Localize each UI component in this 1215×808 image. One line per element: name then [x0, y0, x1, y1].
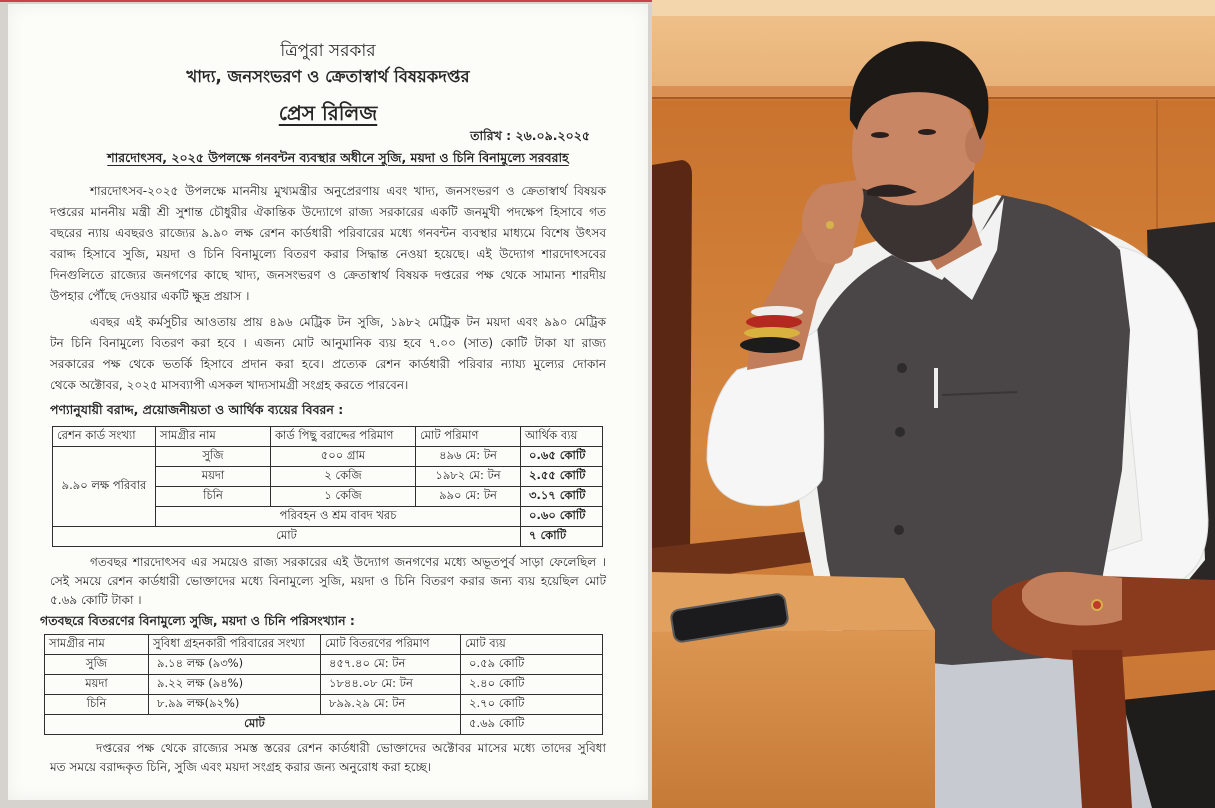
transport-cost-cell: ০.৬০ কোটি — [521, 507, 603, 527]
minister-photo — [652, 0, 1215, 808]
total-cost-cell: ৭ কোটি — [521, 527, 603, 547]
paragraph-line: দিনগুলিতে রাজ্যের জনগণের কাছে খাদ্য, জনসংভরণ ও ক্রেতাস্বার্থ বিষয়ক দপ্তরের পক্ষ থেকে সামান্য শারদীয় — [50, 268, 606, 282]
photo-illustration — [652, 0, 1215, 808]
header-cost: আর্থিক ব্যয় — [521, 427, 603, 447]
department-name: খাদ্য, জনসংভরণ ও ক্রেতাস্বার্থ বিষয়কদপ্তর — [186, 67, 470, 86]
paragraph-line: গতবছর শারদোৎসব এর সময়েও রাজ্য সরকারের এই উদ্যোগ জনগণের মধ্যে অভূতপুর্ব সাড়া ফেলেছিল । — [90, 555, 606, 569]
quantity-cell: ১৮৪৪.০৮ মে: টন — [321, 675, 461, 695]
table-row — [53, 447, 603, 467]
quantity-cell: ৮৯৯.২৯ মে: টন — [321, 695, 461, 715]
transport-label-cell: পরিবহন ও শ্রম বাবদ খরচ — [156, 507, 521, 527]
vest-button — [894, 525, 904, 535]
header-item: সামগ্রীর নাম — [156, 427, 271, 447]
table-row-total — [45, 715, 603, 735]
paragraph-line: দপ্তরের মাননীয় মন্ত্রী শ্রী সুশান্ত চৌধুরীর ঐকান্তিক উদ্যোগে রাজ্য সরকারের একটি জনমুখী পদক্ষেপ হিসাবে গত — [50, 205, 606, 219]
card-count-cell: ৯.৯০ লক্ষ পরিবার — [53, 447, 156, 527]
cost-cell: ২.৪০ কোটি — [461, 675, 603, 695]
total-label-cell: মোট — [53, 527, 521, 547]
cost-cell: ২.৭০ কোটি — [461, 695, 603, 715]
allocation-table — [52, 426, 603, 547]
paragraph-line: থেকে অক্টোবর, ২০২৫ মাসব্যাপী এসকল খাদ্যসামগ্রী সংগ্রহ করতে পারবেন। — [50, 378, 409, 392]
header-cost: মোট ব্যয় — [461, 635, 603, 655]
cost-cell: ২.৫৫ কোটি — [521, 467, 603, 487]
header-quantity: মোট বিতরণের পরিমাণ — [321, 635, 461, 655]
paragraph-line: ৫.৬৯ কোটি টাকা । — [50, 593, 142, 607]
paragraph-closing — [50, 739, 606, 777]
release-subject — [68, 150, 608, 170]
per-card-cell: ১ কেজি — [271, 487, 416, 507]
allocation-heading: পণ্যানুযায়ী বরাদ্দ, প্রয়োজনীয়তা ও আর্থিক ব্যয়ের বিবরন : — [50, 402, 344, 417]
paragraph-line: উপহার পৌঁছে দেওয়ার একটি ক্ষুদ্র প্রয়াস । — [50, 289, 250, 303]
paragraph-line: বছরের ন্যায় এবছরও রাজ্যের ৯.৯০ লক্ষ রেশন কার্ডধারী পরিবারের মধ্যে গনবন্টন ব্যবস্থার মাধ্যমে বিশেষ উৎসব — [50, 226, 606, 240]
government-name: ত্রিপুরা সরকার — [280, 41, 376, 61]
red-bracelet — [746, 315, 802, 329]
desk-front — [652, 630, 935, 808]
paragraph-line: বরাদ্দ হিসাবে সুজি, ময়দা ও চিনি বিনামুল্যে বিতরণ করার সিদ্ধান্ত নেওয়া হয়েছে। এই উদ্যোগ শারদোৎসবের — [50, 247, 606, 261]
cost-cell: ৩.১৭ কোটি — [521, 487, 603, 507]
paragraph-line: শারদোৎসব-২০২৫ উপলক্ষে মাননীয় মুখ্যমন্ত্রীর অনুপ্রেরণায় এবং খাদ্য, জনসংভরণ ও ক্রেতাস্বার্থ বিষয়ক — [90, 184, 606, 198]
quantity-cell: ৪৫৭.৪০ মে: টন — [321, 655, 461, 675]
header-per-card: কার্ড পিছু বরাদ্দের পরিমাণ — [271, 427, 416, 447]
paragraph-intro — [50, 181, 606, 307]
header-total: মোট পরিমাণ — [416, 427, 521, 447]
total-cell: ৯৯০ মে: টন — [416, 487, 521, 507]
header-families: সুবিধা গ্রহনকারী পরিবারের সংখ্যা — [149, 635, 321, 655]
total-cell: ১৯৮২ মে: টন — [416, 467, 521, 487]
paragraph-line: এবছর এই কর্মসুচীর আওতায় প্রায় ৪৯৬ মেট্রিক টন সুজি, ১৯৮২ মেট্রিক টন ময়দা এবং ৯৯০ মেট্রিক — [90, 315, 606, 329]
vest-button — [897, 363, 907, 373]
wall-top-band — [652, 0, 1215, 16]
press-release-document — [8, 4, 648, 800]
cost-cell: ০.৬৫ কোটি — [521, 447, 603, 467]
item-cell: চিনি — [45, 695, 149, 715]
per-card-cell: ২ কেজি — [271, 467, 416, 487]
release-date: তারিখ : ২৬.০৯.২০২৫ — [470, 128, 590, 143]
table-row — [45, 655, 603, 675]
item-cell: সুজি — [45, 655, 149, 675]
paragraph-line: সরকারের পক্ষ থেকে ভতর্কি হিসাবে প্রদান করা হবে। প্রত্যেক রেশন কার্ডধারী পরিবার ন্যায্য মুল্যের দোকান — [50, 357, 606, 371]
total-cost-cell: ৫.৬৯ কোটি — [461, 715, 603, 735]
item-cell: ময়দা — [156, 467, 271, 487]
black-bracelet — [740, 337, 800, 353]
vest-button — [895, 427, 905, 437]
paragraph-programme — [50, 312, 606, 396]
header-card-count: রেশন কার্ড সংখ্যা — [53, 427, 156, 447]
document-title-text: প্রেস রিলিজ — [278, 101, 378, 125]
table-row-total — [53, 527, 603, 547]
paragraph-line: দপ্তরের পক্ষ থেকে রাজ্যের সমস্ত স্তরের রেশন কার্ডধারী ভোক্তাদের অক্টোবর মাসের মধ্যে তাদের সুবিধা — [96, 741, 606, 755]
paragraph-line: মত সময়ে বরাদ্দকৃত চিনি, সুজি এবং ময়দা সংগ্রহ করার জন্য অনুরোধ করা হচ্ছে। — [50, 760, 432, 774]
header-item: সামগ্রীর নাম — [45, 635, 149, 655]
eye — [871, 132, 889, 138]
last-year-heading: গতবছরে বিতরণের বিনামুল্যে সুজি, ময়দা ও চিনি পরিসংখ্যান : — [40, 613, 355, 628]
chair-leg — [1072, 650, 1132, 808]
table-row — [45, 675, 603, 695]
total-label-cell: মোট — [45, 715, 461, 735]
families-cell: ৮.৯৯ লক্ষ(৯২%) — [149, 695, 321, 715]
table-header-row — [53, 427, 603, 447]
paragraph-line: টন চিনি বিনামুল্যে বিতরণ করা হবে । এজন্য মোট আনুমানিক ব্যয় হবে ৭.০০ (সাত) কোটি টাকা যা রাজ্য — [50, 336, 606, 350]
gem-ring — [1092, 600, 1102, 610]
last-year-table — [44, 634, 603, 735]
left-chair-back — [652, 160, 692, 562]
families-cell: ৯.২২ লক্ষ (৯৪%) — [149, 675, 321, 695]
total-cell: ৪৯৬ মে: টন — [416, 447, 521, 467]
item-cell: সুজি — [156, 447, 271, 467]
families-cell: ৯.১৪ লক্ষ (৯৩%) — [149, 655, 321, 675]
finger-ring — [826, 221, 834, 229]
per-card-cell: ৫০০ গ্রাম — [271, 447, 416, 467]
cost-cell: ০.৫৯ কোটি — [461, 655, 603, 675]
eye — [918, 129, 936, 135]
paragraph-last-year — [50, 553, 606, 610]
paragraph-line: সেই সময়ে রেশন কার্ডধারী ভোক্তাদের মধ্যে বিনামুল্যে সুজি, ময়দা ও চিনি বিতরণ করার জন্য ব্যয় হয়েছিল মোট — [50, 574, 606, 588]
table-header-row — [45, 635, 603, 655]
table-row — [45, 695, 603, 715]
release-subject-text: শারদোৎসব, ২০২৫ উপলক্ষে গনবন্টন ব্যবস্থার অধীনে সুজি, ময়দা ও চিনি বিনামুল্যে সরবরাহ — [107, 150, 569, 165]
item-cell: ময়দা — [45, 675, 149, 695]
pen-in-pocket — [934, 368, 938, 408]
item-cell: চিনি — [156, 487, 271, 507]
